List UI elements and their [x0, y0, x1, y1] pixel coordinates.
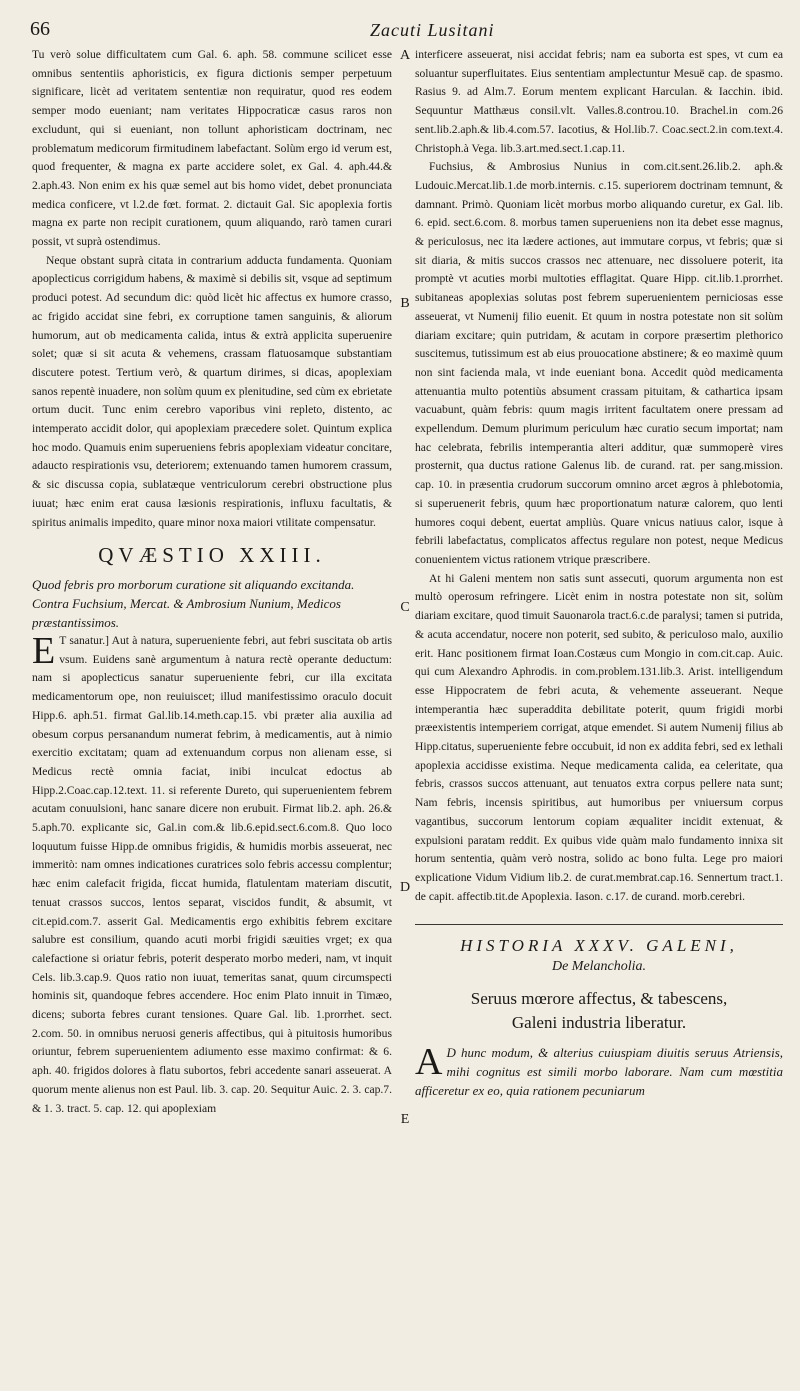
- historia-dropcap: A: [415, 1041, 443, 1084]
- right-column: [415, 46, 783, 1386]
- dropcap-letter: E: [32, 629, 56, 672]
- question-subtitle: Quod febris pro morborum curatione sit aliquando excitanda. Contra Fuchsium, Mercat. & Ambrosium Nunium, Medicos præstantissimos.: [32, 576, 355, 630]
- page-header: [30, 18, 786, 46]
- right-paragraph-3: At hi Galeni mentem non satis sunt assecuti, quorum argumenta non est multò operosum refringere. Licèt enim in nostra potestate non sit, solùm diariam excitare, quod timuit Sauonarola tract.6.c.de paralysi; tamen si putrida, & acuta accendatur, nocere non poterit, sed subito, & periculoso malo, auxilio erit. Hanc positionem firmat Ioan.Costæus cum Mongio in com.cit.cap. Auic. qui cum Alexandro Aphrodis. in com.problem.131.lib.3. Arist. intelligendum esse Hippocratem de febri acuta, & vehemente asseuerant. Neque intemperantia hæc superaddita debilitate poterit, quum frigidi morbi præexistentis intemperiem corrigat, atque emendet. Si autem Numenij filius ab Hipp.citatus, superueniente febre occubuit, id non ex addita febri, sed ex lethali apoplexia accidisse existima. Neque medicamenta calida, ea celeritate, qua febris, crassos succos attenuant, aut tenuatos extra corpus pellere nata sunt; Nam febris, incensis spiritibus, aut humoribus per vniuersum corpus vagantibus, succorum lentorum copiam æqualiter incidit extenuat, & expulsioni paratam reddit. Ex quibus vide quàm malo fundamento innixa sit horum sententia, quàm verò nostra, solido ac bono fulta. Lege pro maiori explicatione Vidum Vidium lib.2. de curat.membrat.cap.16. Sennertum tract.1. de capit. affectib.tit.de Apoplexia. Iason. c.17. de curand. morb.cerebri.: [415, 571, 783, 903]
- historia-body: [415, 1043, 783, 1100]
- right-paragraph-2: Fuchsius, & Ambrosius Nunius in com.cit.sent.26.lib.2. aph.& Ludouic.Mercat.lib.1.de morb.internis. c.15. superiorem doctrinam temnunt, & damnant. Primò. Quoniam licèt morbus morbo aliquando curetur, ex Gal. lib. 6. epid. sect.6.com. 8. morbus tamen superueniens non ita debet esse magnus, & periculosus, nec ita lædere actiones, aut immutare corpus, vt febris; quæ si sit diaria, & mitis succos crassos nec attenuare, nec dissoluere poterit, ita promptè vt acuties morbi multoties efflagitat. Quare Hipp. cit.lib.1.prorrhet. subitaneas apoplexias solutas post febrem superuenientem perniciosas esse asseuerat, vt Numenij filio euenit. Et quum in nostra potestate non sit solùm diariam excitare; quin putridam, & acutam in corpore præsertim plethorico suscitemus, tutissimum est ab eius prouocatione abstinere; & eo maximè quum non sint facienda mala, vt inde eueniant bona. Accedit quòd medicamenta attenuantia multo potentiùs absument crassam pituitam, & cathartica ipsam vacuabunt, quàm febris: quum magis irritent facultatem onere pressam ad expellendum. Demum plurimum periculum hæc curatio secum importat; nam hac celebrata, febrilis intemperantia alteri additur, quæ summoperè vires prosternit, qua ductus ratione Galenus lib. de curand. rat. per sang.mission. cap. 10. in præsentia crudorum succorum omnino arcet ægros à phlebotomia, si superuenerit febris, quum hæc proportionatum naturæ calorem, quo lenti humores coqui debent, euertat ampliùs. Quare vnicus natiuus calor, isque à febrili labefactatus, complicatos affectus regulare non potest, neque Medicus conuenientem victus rationem vtrique præscribere.: [415, 160, 783, 566]
- margin-letter-e: E: [400, 1112, 410, 1127]
- section-rule: [415, 924, 783, 925]
- question-body: [32, 629, 392, 1118]
- running-title: Zacuti Lusitani: [370, 20, 495, 40]
- historia-subtitle: De Melancholia.: [551, 959, 647, 975]
- margin-letter-a: A: [399, 48, 411, 63]
- margin-letter-b: B: [400, 296, 410, 311]
- question-title: QVÆSTIO XXIII.: [98, 543, 326, 568]
- left-column: [32, 46, 392, 1386]
- historia-section: [415, 924, 783, 1100]
- left-paragraph-2: Neque obstant suprà citata in contrarium adducta fundamenta. Quoniam apoplecticus corrigidum habens, & maximè si debilis sit, vsque ad septimum produci potest. Ad secundum dic: quòd licèt hic affectus ex humore crasso, ac frigido accidat sine febri, ex corruptione tamen sanguinis, & aliorum humorum, aut ob medicamenta calida, intus & extrà applicita superuenire solet; quæ si sit acuta & vehemens, crassam flatuosamque substantiam discutere potest. Tertium verò, & quartum dirimes, si dicas, apoplexiam sanos repentè inuadere, non solùm quum ex plenitudine, sed cùm ex ebrietate ortum ducit. Tunc enim cerebro vaporibus vini repleto, distento, ac intemperato accidit dolor, qui apoplexiam præcedere solet. Quintum explica hoc modo. Quamuis enim superueniens febris apoplexiam videatur concitare, adaucto respirationis vsu, deteriorem; extenuando tamen humorem crassum, & sic discussa copia, sublatæque ventriculorum cerebri obstructione plus iuuat; hæc enim erat causa læsionis respirationis, influxu facultatis, & spiritus animalis impedito, quare minor noxa maiori vtilitate compensatur.: [32, 253, 392, 529]
- margin-letter-d: D: [399, 880, 411, 895]
- left-paragraph-1: Tu verò solue difficultatem cum Gal. 6. aph. 58. commune scilicet esse omnibus sententiis aphoristicis, ex figura dictionis semper perpetuum significare, licèt ad veritatem sententiæ non requiratur, quod res eodem semper modo eueniant; nam veritates Hippocraticæ casus raros non excludunt, qui si eueniant, non tollunt aphoristicam doctrinam, nec problematum medicorum firmitudinem labefactant. Solùm ergo id verum est, quod frequenter, & magna ex parte accidere solet, ex Gal. 4. aph.44.& 2.aph.43. Non enim ex his quæ semel aut bis homo videt, debet pronunciata medica conficere, vt l.2.de fœt. format. 2. dictauit Gal. Sic apoplexia fortis magna ex parte non recipit curationem, quum aliquando, rarò tamen curari possit, vt suprà ostendimus.: [32, 48, 392, 249]
- question-body-text: T sanatur.] Aut à natura, superueniente febri, aut febri suscitata ob artis vsum. Euidens sanè argumentum à natura rectè operante deductum: nam si apoplecticus sanatur superueniente febri, cur illa excitata medicamentorum ope, non reuiuiscet; illud manifestissimo oraculo docuit Hipp.6. aph.51. firmat Gal.lib.14.meth.cap.15. vbi præter alia auxilia ad obesum corpus persanandum numerat febrim, à medicamentis, aut à nimio exercitio excitatam; quam ad extenuandum corpus non alienam esse, si Medicus rectè omnia faciat, inibi inculcat edoctus ab Hipp.2.Coac.cap.12.text. 11. si referente Dureto, qui superuenientem febrem acutam conuulsioni, hanc sanare dicere non erubuit. Firmat lib.2. aph. 26.& 5.aph.70. explicante sic, Gal.in com.& lib.6.epid.sect.6.com.8. Quo loco loquutum fuisse Hipp.de omnibus frigidis, & humidis morbis asseuerat, nec immeritò: nam omnes indicationes curatrices solo febris accessu complentur; hæc enim calefacit frigida, ficcat humida, flatulentam materiam discutit, tenuat crassos succos, lentos separat, viscidos fundit, & absumit, vt cit.epid.com.7. asserit Gal. Medicamentis ergo exhibitis febrem excitare salubre est consilium, quando acuti morbi frigidi sæuities vrget; ex qua calefactione si oriatur febris, poterit desperato morbo mederi, nam, vt inquit Cels. lib.3.cap.9. Quos ratio non iuuat, temeritas sanat, quum circumspecti hominis sit, quandoque febres accendere. Hoc enim Plato innuit in Timæo, dicens; suborta febres curant tensiones. Quare Gal. lib. 1.prorrhet. sect. 2.com. 50. in omnibus neruosi generis affectibus, qui à pituitosis humoribus oriuntur, febrem superuenientem adiumento esse maximo confirmat: & 6. aph. 40. frigidos dolores à flatu subortos, febri accedente sanari asseuerat. A quorum mente alienus non est Paul. lib. 3. cap. 20. Sequitur Auic. 2. 3. cap.7. & 1. 3. tract. 5. cap. 12. qui apoplexiam: [32, 633, 392, 1115]
- historia-title: HISTORIA XXXV. GALENI,: [460, 936, 738, 956]
- page-number: 66: [30, 18, 50, 40]
- margin-letter-c: C: [400, 600, 410, 615]
- historia-heading-line-1: Seruus mœrore affectus, & tabescens,: [470, 989, 728, 1009]
- historia-body-text: D hunc modum, & alterius cuiuspiam diuitis seruus Atriensis, mihi cognitus est simili morbo laborare. Nam cum mœstitia afficeretur ex eo, quia rationem pecuniarum: [415, 1045, 783, 1099]
- historia-heading: [415, 987, 783, 1035]
- right-paragraph-1: interficere asseuerat, nisi accidat febris; nam ea suborta est spes, vt cum ea soluantur superfluitates. Eius sententiam amplectuntur Mesuë cap. de spasmo. Rasius 9. ad Alm.7. Eorum mentem explicant Harculan. & Iacchin. ibid. Sequuntur Matthæus consil.vlt. Valles.8.controu.10. Brachel.in com.26 sent.lib.2.aph.& lib.4.com.57. Iacotius, & Hol.lib.7. Coac.sect.2.in com.text.4. Christoph.à Vega. lib.3.art.med.sect.1.cap.11.: [415, 48, 783, 155]
- historia-heading-line-2: Galeni industria liberatur.: [511, 1013, 687, 1033]
